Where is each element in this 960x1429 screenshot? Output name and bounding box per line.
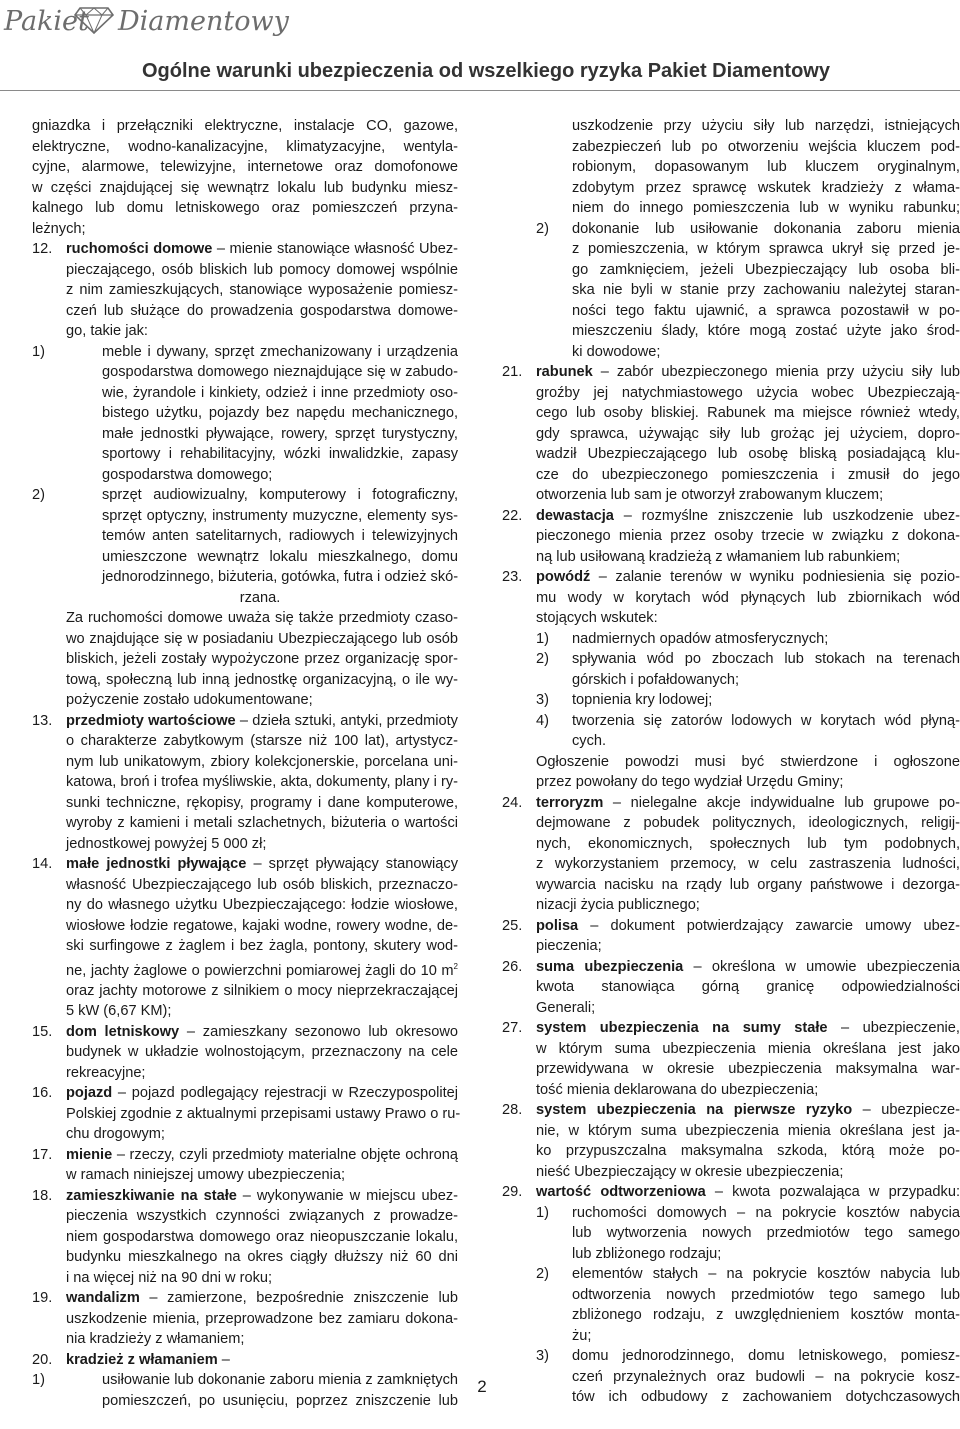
definition-term: system ubezpieczenia na pierwsze ryzyko [536, 1102, 853, 1118]
definition-12 [32, 239, 458, 711]
definition-26 [502, 957, 960, 1019]
sub-item-number: 4) [536, 712, 549, 729]
text-line: 5 kW (6,67 KM); [66, 1003, 172, 1020]
definition-22 [502, 506, 960, 568]
definition-term: powódź [536, 569, 591, 585]
definition-19 [32, 1288, 458, 1350]
definition-number: 14. [32, 856, 53, 872]
text-line: robionym, dopasowanym lub kluczem oryginalnym, [572, 159, 960, 175]
dash: – [578, 917, 611, 934]
text-line: chu drogowym; [66, 1126, 165, 1143]
text-line: w części znajdującej się wewnątrz lokalu lub budynku miesz- [32, 179, 458, 196]
text-line: w którym suma ubezpieczenia mienia określana jest jako [536, 1040, 960, 1057]
text-line: zabezpieczeń lub po otworzeniu wejścia kluczem pod- [572, 138, 960, 155]
text-line: meble i dywany, sprzęt zmechanizowany i urządzenia [102, 343, 458, 360]
definition-17 [32, 1145, 458, 1186]
definition-number: 12. [32, 241, 53, 257]
sub-item-1 [502, 629, 960, 650]
definition-16 [32, 1083, 461, 1145]
definition-29 [502, 1182, 960, 1408]
definition-term: rabunek [536, 364, 593, 380]
text-line: o charakterze zabytkowym (starsze niż 100 lat), artystycz- [66, 733, 458, 749]
definition-number: 17. [32, 1146, 53, 1163]
text-line: z pomieszczenia, w którym sprawca ukrył się przed je- [572, 241, 960, 257]
text-line: tworzenia się zatorów lodowych w korytach wód płyną- [572, 712, 960, 729]
text-line: mu wody w korytach wód płynących lub zbiornikach wód [536, 589, 960, 606]
text-line: zamieszkany sezonowo lub okresowo [202, 1023, 458, 1040]
definition-24 [502, 793, 960, 916]
text-line: dejmowane z pobudek politycznych, ideologicznych, religij- [536, 815, 960, 831]
sub-item-number: 2) [32, 487, 45, 503]
definition-term: ruchomości domowe [66, 241, 213, 257]
text-line: w ramach niniejszej umowy ubezpieczenia; [66, 1167, 346, 1184]
text-line: ny do własnego użytku Ubezpieczającego: łodzie wiosłowe, [66, 897, 458, 913]
text-line: go zamknięciem, jeżeli Ubezpieczający lub osoba bli- [572, 261, 960, 278]
definition-term: pojazd [66, 1085, 113, 1102]
text-line: elementów stałych – na pokrycie kosztów nabycia lub [572, 1266, 960, 1282]
sub-item-3 [502, 1346, 960, 1408]
text-line: kalnego lub domu letniskowego oraz pomieszczeń przyna- [32, 200, 458, 216]
text-line: nych, ekonomicznych, społecznych lub tym podobnych, [536, 835, 960, 852]
text-line: ną lub usiłowaną kradzieżą z włamaniem lub rabunkiem; [536, 548, 901, 565]
document-title: Ogólne warunki ubezpieczenia od wszelkiego ryzyka Pakiet Diamentowy [142, 60, 830, 82]
sub-item-continuation [502, 116, 960, 219]
text-line: mienie stanowiące własność Ubez- [229, 241, 458, 257]
sub-item-1 [32, 342, 458, 486]
text-line: jednorodzinnego, biżuteria, gotówka, futra i odzież skó- [102, 569, 459, 585]
sub-item-3 [502, 690, 960, 711]
text-line: przez powołany do tego wydział Urzędu Gminy; [536, 774, 844, 790]
definition-number: 26. [502, 958, 523, 975]
text-line: odtworzenia nowych przedmiotów tego samego lub [572, 1286, 960, 1303]
text-line: jednostkowej powyżej 5 000 zł; [66, 835, 267, 852]
dash: – [592, 364, 617, 380]
text-line: z nim zamieszkujących, stanowiące wyposażenie pomiesz- [66, 282, 458, 298]
left-column [32, 116, 461, 1411]
text-line: rzeczy, czyli przedmioty materialne objęte ochroną [129, 1146, 458, 1163]
definition-28 [502, 1100, 960, 1182]
sub-item-1 [502, 1203, 960, 1265]
text-line: wyroby z kamieni i metali szlachetnych, biżuteria o wartości [66, 815, 458, 831]
text-line: domu jednorodzinnego, domu letniskowego, pomiesz- [572, 1348, 960, 1364]
text-line: usiłowanie lub dokonanie zaboru mienia z zamkniętych [102, 1372, 458, 1389]
sub-item-number: 1) [536, 1204, 549, 1221]
text-line: Polskiej zgodnie z aktualnymi przepisami ustawy Prawo o ru- [66, 1105, 461, 1122]
sub-item-number: 3) [536, 1348, 549, 1364]
text-line: spływania wód po zboczach lub stokach na terenach [572, 651, 960, 667]
text-line: nielegalne akcje indywidualne lub grupowe po- [630, 794, 960, 811]
definition-term: mienie [66, 1146, 113, 1163]
definition-number: 29. [502, 1184, 523, 1200]
text-line: i na więcej niż na 90 dni w roku; [66, 1269, 273, 1286]
text-line: mieszczeniu ślady, które mogą zostać użyte jako środ- [572, 323, 960, 339]
text-line: ki dowodowe; [572, 343, 661, 360]
text-line: elektryczne, wodno-kanalizacyjne, klimatyzacyjne, wentyla- [32, 138, 458, 155]
definition-number: 16. [32, 1085, 53, 1102]
dash: – [613, 507, 642, 524]
definition-term: dewastacja [536, 507, 614, 524]
text-line: wykonywanie w miejscu ubez- [256, 1187, 458, 1204]
superscript: 2 [453, 961, 458, 971]
text-line: nizacji życia publicznego; [536, 897, 700, 913]
definition-number: 13. [32, 712, 53, 729]
text-line: Ogłoszenie powodzi musi być stwierdzone i ogłoszone [536, 753, 960, 770]
text-line: gospodarstwa domowego nieznajdujące się w zabudo- [102, 364, 458, 380]
text-line: budynek w układzie wolnostojącym, przeznaczony na cele [66, 1044, 458, 1061]
definition-term: system ubezpieczenia na sumy stałe [536, 1020, 828, 1036]
text-line: sportowy i rehabilitacyjny, wózki inwalidzkie, zapasy [102, 446, 458, 462]
sub-item-number: 1) [32, 343, 45, 360]
dash: – [590, 569, 616, 585]
text-line: rekreacyjne; [66, 1064, 146, 1081]
text-line: czeń przynależnych oraz budowli – na pokrycie kosz- [572, 1368, 960, 1385]
text-line: temów anten satelitarnych, radiowych i telewizyjnych [102, 528, 458, 544]
text-line: niem gospodarstwa domowego oraz nieopuszczanie lokalu, [66, 1228, 458, 1245]
definition-number: 22. [502, 507, 523, 524]
dash: – [827, 1020, 863, 1036]
text-line: wiosłowe łodzie regatowe, kajaki wodne, rowery wodne, de- [66, 917, 458, 934]
definition-13 [32, 711, 458, 855]
text-line: cych. [572, 733, 607, 749]
text-line: tów ich odbudowy z zachowaniem dotychczasowych [572, 1389, 960, 1405]
dash: – [139, 1290, 168, 1307]
logo-text-diamentowy: Diamentowy [118, 6, 289, 37]
text-line: czeń lub służące do prowadzenia gospodarstwa domowe- [66, 302, 458, 319]
dash: – [246, 856, 269, 872]
definition-term: kradzież z włamaniem [66, 1351, 218, 1368]
text-line: wo znajdujące się w posiadaniu Ubezpieczającego lub osób [66, 630, 458, 647]
sub-item-4 [502, 711, 960, 752]
text-line: lub zbliżonego rodzaju; [572, 1245, 722, 1262]
header-rule [0, 90, 960, 91]
sub-item-2 [502, 1264, 960, 1346]
text-line: ubezpiecze- [881, 1102, 960, 1118]
intro-continuation [32, 116, 458, 239]
text-line: ko przypuszczalna maksymalna szkoda, którą może po- [536, 1143, 960, 1159]
text-line: sprzęt optyczny, instrumenty muzyczne, elementy sys- [102, 507, 458, 524]
text-line: topnienia kry lodowej; [572, 692, 713, 708]
text-line: zalanie terenów w wyniku podniesienia się pozio- [615, 569, 960, 585]
text-line: ruchomości domowych – na pokrycie kosztów nabycia [572, 1204, 960, 1221]
text-line: umieszczone wewnątrz lokalu mieszkalnego, domu [102, 548, 458, 565]
text-line: pojazd podlegający rejestracji w Rzeczypospolitej [131, 1085, 458, 1102]
text-line: ubezpieczenie, [862, 1020, 960, 1036]
dash: – [179, 1023, 203, 1040]
logo-text-pakiet: Pakiet [4, 6, 89, 37]
definition-25 [502, 916, 960, 957]
text-line: niem do innego pomieszczenia lub w wyniku rabunku; [572, 200, 960, 216]
dash: – [112, 1146, 130, 1163]
definition-20 [32, 1350, 458, 1412]
definition-number: 27. [502, 1020, 523, 1036]
text-line: dokument potwierdzający zawarcie umowy ubez- [610, 917, 960, 934]
sub-item-2 [502, 219, 960, 363]
text-line: pieczenia wszystkich czynności związanych z prowadze- [66, 1208, 458, 1225]
definition-term: zamieszkiwanie na stałe [66, 1187, 237, 1204]
text-line: wadził Ubezpieczającego lub osobę bliską posiadającą klu- [536, 446, 960, 462]
text-line: Generali; [536, 999, 596, 1016]
text-line: gniazdka i przełączniki elektryczne, instalacje CO, gazowe, [32, 118, 458, 134]
text-line: zdobytym przez sprawcę wskutek kradzieży z włama- [572, 179, 960, 196]
sub-item-1 [32, 1370, 458, 1411]
text-line: z wykorzystaniem przemocy, w celu zastraszenia ludności, [536, 856, 960, 872]
text-line: zabór ubezpieczonego mienia przy użyciu siły lub [616, 364, 960, 380]
text-line: groźby jej natychmiastowego użycia wobec Ubezpieczają- [536, 384, 960, 401]
right-column [502, 116, 960, 1408]
text-line: kwota stanowiąca górną granicę odpowiedzialności [536, 979, 960, 995]
sub-item-number: 3) [536, 692, 549, 708]
text-line: zamierzone, bezpośrednie zniszczenie lub [167, 1290, 458, 1307]
text-line: określona w umowie ubezpieczenia [711, 958, 960, 975]
definition-number: 20. [32, 1351, 53, 1368]
sub-item-2 [502, 649, 960, 690]
text-line: budynku mieszkalnego na okres ciągły dłuższy niż 60 dni [66, 1249, 458, 1266]
text-line: ności tego faktu ujawnić, a sprawca pozostawił w po- [572, 302, 960, 319]
text-line: pieczonego mienia przez osoby trzecie w związku z dokona- [536, 528, 960, 544]
text-line: sprzęt audiowizualny, komputerowy i fotograficzny, [102, 487, 458, 503]
text-line: cze do ubezpieczonego pomieszczenia i zmusił do jego [536, 466, 960, 483]
text-line: ska nie byli w stanie przy zachowaniu należytej staran- [572, 282, 960, 298]
logo [0, 0, 300, 48]
text-line: dzieła sztuki, antyki, przedmioty [252, 712, 458, 729]
page-number: 2 [477, 1377, 487, 1396]
text-line: otworzenia lub sam je otworzył zrabowanym kluczem; [536, 487, 884, 503]
text-line: uszkodzenie przy użyciu siły lub narzędzi, istniejących [572, 118, 960, 134]
definition-number: 28. [502, 1102, 523, 1118]
dash: – [217, 1351, 230, 1368]
text-line: żu; [572, 1327, 592, 1344]
definition-number: 25. [502, 917, 523, 934]
definition-number: 19. [32, 1290, 53, 1307]
text-line: nia kradzieży z włamaniem; [66, 1331, 245, 1348]
definition-term: wandalizm [66, 1290, 140, 1307]
text-line: górskich i pofałdowanych; [572, 671, 740, 688]
text-line: cyjne, alarmowe, telewizyjne, internetowe oraz domofonowe [32, 159, 458, 175]
text-line: go, takie jak: [66, 323, 148, 339]
definition-number: 15. [32, 1023, 53, 1040]
text-line: rozmyślne zniszczenie lub uszkodzenie ubez- [641, 507, 960, 524]
text-line: lub wytworzenia nowych przedmiotów tego samego [572, 1225, 960, 1241]
sub-item-number: 1) [32, 1372, 45, 1389]
text-line: gospodarstwa domowego; [102, 466, 273, 483]
definition-number: 18. [32, 1187, 53, 1204]
text-line: pożyczenie zostało udokumentowane; [66, 692, 313, 708]
definition-15 [32, 1022, 458, 1084]
dash: – [603, 794, 631, 811]
text-line: nym lub unikatowym, zbiory kolekcjonerskie, porcelana uni- [66, 753, 458, 770]
text-line: nieść Ubezpieczający w okresie ubezpieczenia; [536, 1163, 844, 1180]
text-line: pieczającego, osób bliskich lub pomocy domowej wspólnie [66, 261, 458, 278]
sub-item-2 [32, 485, 458, 608]
text-line: gdy sprawca, używając siły lub grożąc jej użyciem, dopro- [536, 425, 960, 442]
definition-14 [32, 854, 458, 1022]
definition-term: wartość odtworzeniowa [536, 1184, 706, 1200]
definition-term: suma ubezpieczenia [536, 958, 684, 975]
text-line: Za ruchomości domowe uważa się także przedmioty czaso- [66, 610, 458, 626]
diamond-icon [74, 4, 114, 34]
dash: – [212, 241, 230, 257]
text-line: dokonanie lub usiłowanie dokonania zaboru mienia [572, 220, 960, 237]
text-line: nie, w którym suma ubezpieczenia mienia określana jest ja- [536, 1122, 960, 1139]
dash: – [112, 1085, 132, 1102]
text-line: stojących wskutek: [536, 610, 658, 626]
definition-term: małe jednostki pływające [66, 856, 247, 872]
document-header [0, 60, 960, 90]
text-line: zbliżonego rodzaju, z uwzględnieniem kosztów monta- [572, 1307, 960, 1323]
text-line: pieczenia; [536, 938, 602, 954]
text-line: przewidywana w okresie ubezpieczenia maksymalna war- [536, 1061, 960, 1077]
text-line: rzana. [239, 589, 281, 606]
text-line: bliskich, jeżeli zostały wypożyczone przez organizację spor- [66, 651, 458, 667]
text-line: tość mienia deklarowana do ubezpieczenia; [536, 1081, 819, 1098]
text-line: nadmiernych opadów atmosferycznych; [572, 630, 829, 647]
dash: – [852, 1102, 882, 1118]
definition-term: polisa [536, 917, 579, 934]
definition-21 [502, 362, 960, 506]
text-line: kwota pozwalająca w przypadku: [732, 1184, 960, 1200]
sub-item-number: 2) [536, 1266, 549, 1282]
text-line: cego lub osoby bliskiej. Rabunek ma miejsce również wtedy, [536, 405, 960, 421]
text-line: sunki techniczne, rękopisy, programy i dane komputerowe, [66, 794, 458, 811]
dash: – [235, 712, 253, 729]
sub-item-number: 2) [536, 220, 549, 237]
text-line: wie, żyrandole i kinkiety, odzież i inne przedmioty oso- [102, 384, 458, 401]
dash: – [683, 958, 712, 975]
definition-27 [502, 1018, 960, 1100]
definition-23 [502, 567, 960, 793]
text-line: tową, społeczną lub inną jednostkę organizacyjną, o ile wy- [66, 671, 458, 688]
text-line: sprzęt pływający stanowiący [268, 856, 458, 872]
dash: – [705, 1184, 733, 1200]
text-line: katowa, broń i trofea myśliwskie, akta, dokumenty, plany i ry- [66, 774, 458, 790]
text-line: własność Ubezpieczającego lub osób bliskich, przeznaczo- [66, 876, 458, 893]
definition-number: 24. [502, 794, 523, 811]
definition-term: terroryzm [536, 794, 604, 811]
text-line: wywarcia nacisku na rządy lub organy państwowe i dezorga- [536, 876, 960, 893]
definition-number: 21. [502, 364, 523, 380]
dash: – [236, 1187, 257, 1204]
text-line: uszkodzenie mienia, przeprowadzone bez zamiaru dokona- [66, 1310, 458, 1327]
sub-item-number: 2) [536, 651, 549, 667]
text-line: bistego użytku, pojazdy bez napędu mechanicznego, [102, 405, 458, 421]
sub-item-number: 1) [536, 630, 549, 647]
text-line: małe jednostki pływające, rowery, sprzęt turystyczny, [102, 425, 458, 442]
text-line: oraz jachty motorowe z silnikiem o mocy nieprzekraczającej [66, 982, 458, 999]
definition-term: przedmioty wartościowe [66, 712, 236, 729]
definition-18 [32, 1186, 458, 1289]
text-line: ne, jachty żaglowe o powierzchni pomiarowej żagli do 10 m [66, 962, 454, 979]
definition-term: dom letniskowy [66, 1023, 180, 1040]
text-line: pomieszczeń, po usunięciu, poprzez zniszczenie lub [102, 1392, 458, 1409]
text-line: leżnych; [32, 220, 86, 237]
definition-number: 23. [502, 569, 523, 585]
text-line: ski surfingowe z żaglem i bez żagla, pontony, skutery wod- [66, 938, 458, 954]
